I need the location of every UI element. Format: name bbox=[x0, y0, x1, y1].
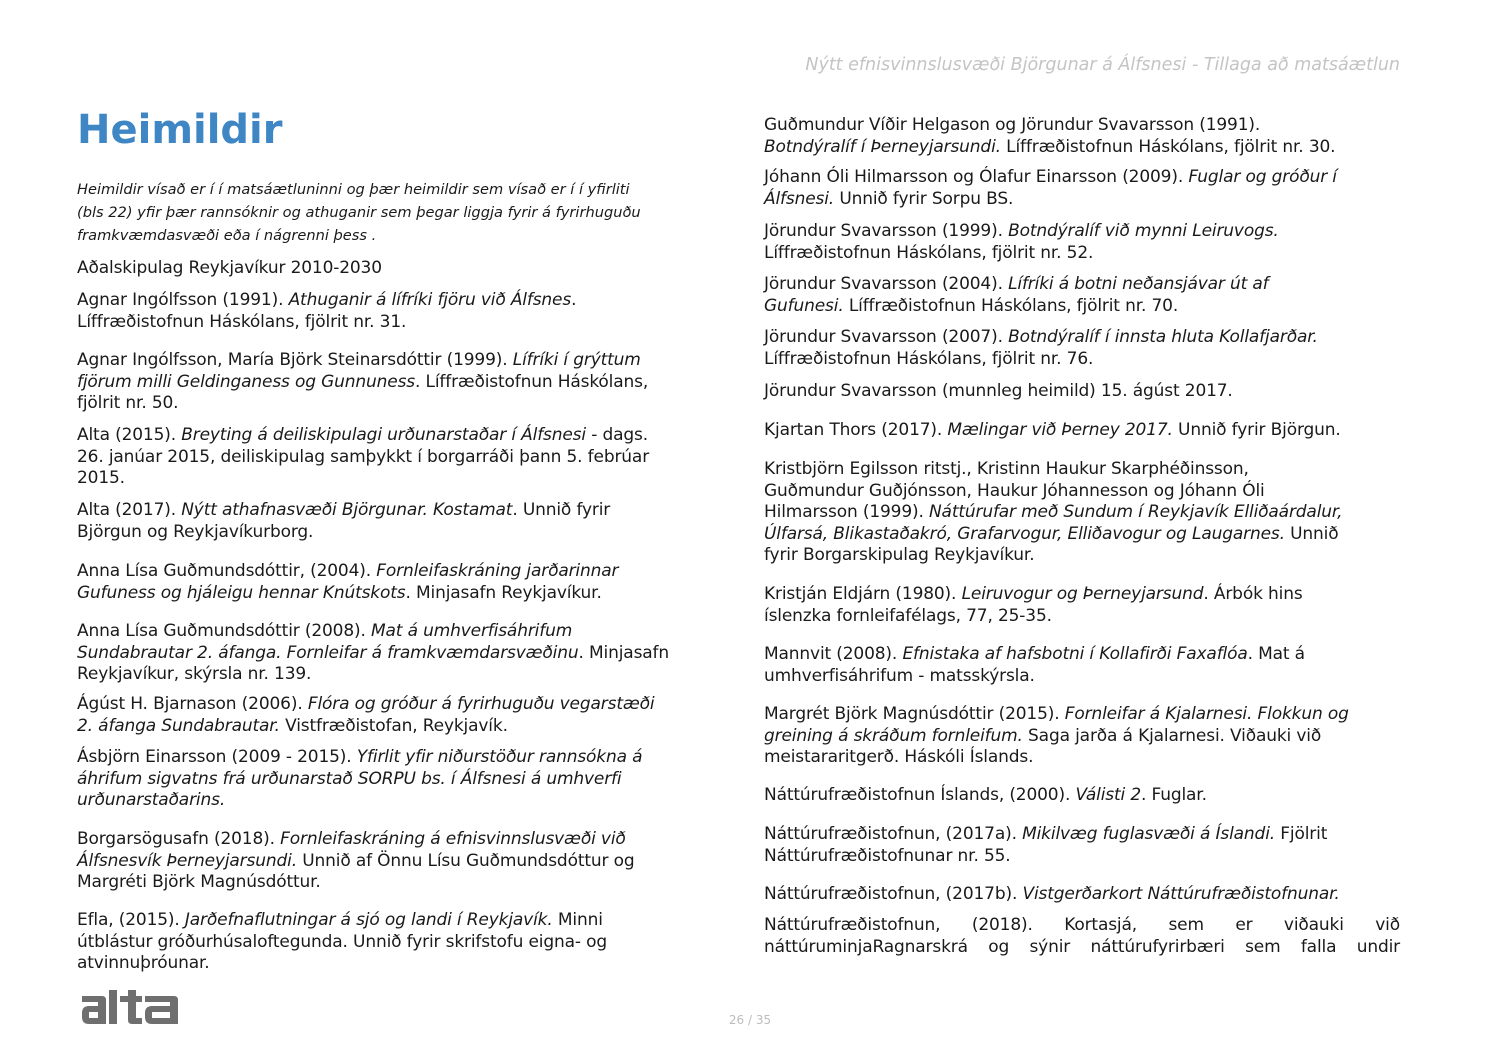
reference-text: Margrét Björk Magnúsdóttir (2015). bbox=[764, 704, 1065, 724]
reference-line bbox=[764, 481, 1342, 503]
reference-text: Náttúrufræðistofnun, (2017b). bbox=[764, 884, 1023, 904]
reference-line bbox=[77, 425, 649, 447]
reference-text: Guðmundur Víðir Helgason og Jörundur Svavarsson (1991). bbox=[764, 115, 1261, 135]
reference-title-italic: áhrifum sigvatns frá urðunarstað SORPU bs. í Álfsnesi á umhverfi bbox=[77, 768, 622, 789]
reference-title-italic: Úlfarsá, Blikastaðakró, Grafarvogur, Elliðavogur og Laugarnes. bbox=[764, 523, 1285, 544]
reference-text: Mannvit (2008). bbox=[764, 644, 903, 664]
reference-text: . Minjasafn Reykjavíkur. bbox=[405, 582, 602, 603]
reference-text: Jörundur Svavarsson (2007). bbox=[764, 327, 1009, 347]
reference-text: . Líffræðistofnun Háskólans, bbox=[415, 371, 649, 392]
reference-text: . bbox=[571, 290, 577, 310]
reference-line bbox=[77, 747, 642, 769]
reference-text: Alta (2017). bbox=[77, 500, 182, 520]
reference-entry bbox=[77, 290, 576, 333]
reference-line bbox=[77, 769, 642, 791]
reference-text: Náttúrufræðistofnun, (2018). Kortasjá, sem er viðauki við bbox=[764, 915, 1400, 935]
reference-title-italic: greining á skráðum fornleifum. bbox=[764, 725, 1023, 746]
reference-entry bbox=[764, 824, 1327, 867]
reference-line bbox=[77, 621, 669, 643]
reference-title-italic: Lífríki á botni neðansjávar út af bbox=[1008, 274, 1269, 294]
reference-entry bbox=[77, 621, 669, 686]
reference-line bbox=[77, 716, 654, 738]
reference-entry bbox=[764, 115, 1335, 158]
reference-line bbox=[764, 381, 1233, 403]
reference-text: Björgun og Reykjavíkurborg. bbox=[77, 521, 314, 542]
reference-text: Jörundur Svavarsson (2004). bbox=[764, 274, 1009, 294]
reference-line bbox=[764, 846, 1327, 868]
reference-text: Hilmarsson (1999). bbox=[764, 502, 929, 522]
reference-text: náttúruminjaRagnarskrá og sýnir náttúrufyrirbæri sem falla undir bbox=[764, 936, 1400, 957]
reference-text: Líffræðistofnun Háskólans, fjölrit nr. 70. bbox=[843, 295, 1179, 316]
reference-text: Ásbjörn Einarsson (2009 - 2015). bbox=[77, 747, 357, 767]
reference-text: Guðmundur Guðjónsson, Haukur Jóhannesson og Jóhann Óli bbox=[764, 480, 1265, 501]
reference-entry bbox=[764, 327, 1318, 370]
reference-line bbox=[764, 167, 1337, 189]
reference-text: fyrir Borgarskipulag Reykjavíkur. bbox=[764, 545, 1035, 565]
reference-text: . Mat á bbox=[1247, 644, 1305, 664]
reference-line bbox=[77, 643, 669, 665]
reference-entry bbox=[764, 704, 1349, 769]
reference-line bbox=[764, 274, 1269, 296]
reference-line bbox=[764, 937, 1400, 959]
reference-entry bbox=[764, 915, 1400, 958]
reference-title-italic: Sundabrautar 2. áfanga. Fornleifar á framkvæmdarsvæðinu bbox=[77, 642, 579, 663]
reference-line bbox=[77, 561, 618, 583]
reference-text: Saga jarða á Kjalarnesi. Viðauki við bbox=[1022, 725, 1322, 746]
reference-text: Borgarsögusafn (2018). bbox=[77, 829, 281, 849]
intro-line: (bls 22) yfir þær rannsóknir og athuganir sem þegar liggja fyrir á fyrirhuguðu bbox=[77, 204, 641, 221]
reference-title-italic: Álfsnesvík Þerneyjarsundi. bbox=[77, 850, 297, 871]
page-title: Heimildir bbox=[77, 107, 283, 153]
reference-entry bbox=[77, 425, 649, 490]
reference-line bbox=[764, 327, 1318, 349]
reference-text: 26. janúar 2015, deiliskipulag samþykkt í borgarráði þann 5. febrúar bbox=[77, 446, 650, 467]
reference-text: umhverfisáhrifum - matsskýrsla. bbox=[764, 665, 1035, 686]
reference-text: atvinnuþróunar. bbox=[77, 953, 210, 973]
reference-entry bbox=[764, 785, 1207, 807]
reference-text: Líffræðistofnun Háskólans, fjölrit nr. 31. bbox=[77, 311, 407, 332]
reference-line bbox=[77, 790, 642, 812]
reference-line bbox=[764, 115, 1335, 137]
reference-title-italic: Mælingar við Þerney 2017. bbox=[947, 420, 1173, 440]
reference-line bbox=[764, 502, 1342, 524]
reference-line bbox=[764, 243, 1279, 265]
reference-entry bbox=[764, 221, 1279, 264]
reference-text: Alta (2015). bbox=[77, 425, 182, 445]
reference-text: . Fuglar. bbox=[1141, 785, 1207, 805]
reference-text: Unnið af Önnu Lísu Guðmundsdóttur og bbox=[296, 850, 635, 871]
reference-text: Vistfræðistofan, Reykjavík. bbox=[279, 715, 508, 736]
intro-line: framkvæmdasvæði eða í nágrenni þess . bbox=[77, 227, 377, 244]
reference-text: Aðalskipulag Reykjavíkur 2010-2030 bbox=[77, 258, 382, 278]
reference-text: Agnar Ingólfsson, María Björk Steinarsdóttir (1999). bbox=[77, 350, 513, 370]
reference-text: Ágúst H. Bjarnason (2006). bbox=[77, 694, 308, 714]
reference-entry bbox=[764, 584, 1303, 627]
reference-line bbox=[77, 910, 607, 932]
reference-text: Anna Lísa Guðmundsdóttir, (2004). bbox=[77, 561, 377, 581]
reference-line bbox=[77, 872, 634, 894]
reference-line bbox=[764, 747, 1349, 769]
reference-text: íslenzka fornleifafélags, 77, 25-35. bbox=[764, 605, 1052, 626]
reference-line bbox=[764, 785, 1207, 807]
reference-entry bbox=[77, 500, 610, 543]
reference-text: - dags. bbox=[585, 425, 648, 445]
reference-line bbox=[764, 349, 1318, 371]
reference-line bbox=[764, 221, 1279, 243]
reference-line bbox=[764, 545, 1342, 567]
reference-title-italic: Efnistaka af hafsbotni í Kollafirði Faxaflóa bbox=[902, 644, 1248, 664]
reference-title-italic: Yfirlit yfir niðurstöður rannsókna á bbox=[356, 747, 643, 767]
reference-text: Unnið fyrir Sorpu BS. bbox=[834, 188, 1014, 209]
reference-text: . Unnið fyrir bbox=[512, 500, 611, 520]
reference-line bbox=[77, 500, 610, 522]
reference-entry bbox=[77, 829, 634, 894]
reference-line bbox=[77, 851, 634, 873]
reference-text: meistararitgerð. Háskóli Íslands. bbox=[764, 747, 1034, 767]
reference-title-italic: Fornleifar á Kjalarnesi. Flokkun og bbox=[1064, 704, 1349, 724]
reference-entry bbox=[764, 884, 1340, 906]
reference-line bbox=[764, 606, 1303, 628]
reference-text: Jörundur Svavarsson (munnleg heimild) 15. ágúst 2017. bbox=[764, 381, 1233, 401]
reference-text: Agnar Ingólfsson (1991). bbox=[77, 290, 289, 310]
reference-entry bbox=[77, 350, 648, 415]
reference-title-italic: fjörum milli Geldinganess og Gunnuness bbox=[77, 371, 416, 392]
reference-text: Kristbjörn Egilsson ritstj., Kristinn Haukur Skarphéðinsson, bbox=[764, 459, 1249, 479]
running-header: Nýtt efnisvinnslusvæði Björgunar á Álfsnesi - Tillaga að matsáætlun bbox=[805, 55, 1400, 75]
reference-line bbox=[77, 447, 649, 469]
reference-text: Náttúrufræðistofnunar nr. 55. bbox=[764, 845, 1011, 866]
reference-title-italic: Nýtt athafnasvæði Björgunar. Kostamat bbox=[181, 500, 513, 520]
reference-title-italic: Náttúrufar með Sundum í Reykjavík Elliðaárdalur, bbox=[928, 502, 1343, 522]
reference-text: útblástur gróðurhúsaloftegunda. Unnið fyrir skrifstofu eigna- og bbox=[77, 931, 608, 952]
reference-entry bbox=[77, 747, 642, 812]
reference-line bbox=[77, 522, 610, 544]
reference-text: Líffræðistofnun Háskólans, fjölrit nr. 52. bbox=[764, 242, 1094, 263]
reference-entry bbox=[764, 420, 1341, 442]
reference-text: Reykjavíkur, skýrsla nr. 139. bbox=[77, 664, 312, 684]
reference-line bbox=[77, 290, 576, 312]
reference-text: Kjartan Thors (2017). bbox=[764, 420, 948, 440]
reference-line bbox=[764, 704, 1349, 726]
reference-title-italic: Athuganir á lífríki fjöru við Álfsnes bbox=[288, 290, 572, 310]
reference-title-italic: Jarðefnaflutningar á sjó og landi í Reykjavík. bbox=[184, 910, 553, 930]
reference-line bbox=[764, 644, 1305, 666]
reference-title-italic: Botndýralíf í innsta hluta Kollafjarðar. bbox=[1008, 327, 1318, 347]
reference-title-italic: Mikilvæg fuglasvæði á Íslandi. bbox=[1022, 824, 1276, 844]
reference-entry bbox=[764, 381, 1233, 403]
reference-title-italic: Fornleifaskráning jarðarinnar bbox=[376, 561, 619, 581]
reference-title-italic: Mat á umhverfisáhrifum bbox=[371, 621, 573, 641]
reference-title-italic: Breyting á deiliskipulagi urðunarstaðar í Álfsnesi bbox=[181, 425, 586, 445]
reference-title-italic: Válisti 2 bbox=[1075, 785, 1141, 805]
reference-text: . Minjasafn bbox=[578, 642, 669, 663]
reference-line bbox=[77, 468, 649, 490]
reference-title-italic: Gufuness og hjáleigu hennar Knútskots bbox=[77, 582, 406, 603]
reference-text: Minni bbox=[552, 910, 603, 930]
reference-line bbox=[77, 829, 634, 851]
reference-line bbox=[764, 459, 1342, 481]
reference-line bbox=[764, 915, 1400, 937]
reference-entry bbox=[77, 910, 607, 975]
reference-text: Jóhann Óli Hilmarsson og Ólafur Einarsson (2009). bbox=[764, 167, 1189, 187]
reference-line bbox=[77, 664, 669, 686]
reference-entry bbox=[764, 459, 1342, 567]
reference-entry bbox=[77, 694, 654, 737]
page-number: 26 / 35 bbox=[728, 1013, 772, 1027]
reference-line bbox=[77, 393, 648, 415]
reference-line bbox=[77, 694, 654, 716]
reference-title-italic: 2. áfanga Sundabrautar. bbox=[77, 715, 280, 736]
reference-line bbox=[77, 312, 576, 334]
reference-text: . Árbók hins bbox=[1203, 584, 1303, 604]
reference-title-italic: urðunarstaðarins. bbox=[77, 790, 226, 810]
reference-line bbox=[764, 296, 1269, 318]
reference-title-italic: Vistgerðarkort Náttúrufræðistofnunar. bbox=[1022, 884, 1340, 904]
reference-line bbox=[764, 524, 1342, 546]
reference-line bbox=[764, 420, 1341, 442]
reference-text: Líffræðistofnun Háskólans, fjölrit nr. 30. bbox=[1000, 136, 1336, 157]
reference-line bbox=[77, 953, 607, 975]
reference-entry bbox=[764, 167, 1337, 210]
intro-paragraph bbox=[77, 178, 717, 247]
reference-title-italic: Botndýralíf í Þerneyjarsundi. bbox=[764, 136, 1001, 157]
reference-text: Unnið fyrir Björgun. bbox=[1172, 420, 1341, 440]
reference-entry bbox=[77, 561, 618, 604]
reference-text: Jörundur Svavarsson (1999). bbox=[764, 221, 1009, 241]
reference-line bbox=[764, 137, 1335, 159]
reference-title-italic: Flóra og gróður á fyrirhuguðu vegarstæði bbox=[307, 694, 655, 714]
reference-title-italic: Gufunesi. bbox=[764, 295, 844, 316]
reference-text: Líffræðistofnun Háskólans, fjölrit nr. 76. bbox=[764, 348, 1094, 369]
reference-line bbox=[764, 584, 1303, 606]
reference-text: Fjölrit bbox=[1275, 824, 1328, 844]
reference-text: Unnið bbox=[1284, 523, 1339, 544]
reference-entry bbox=[764, 644, 1305, 687]
reference-line bbox=[77, 372, 648, 394]
reference-text: Margréti Björk Magnúsdóttur. bbox=[77, 872, 321, 892]
reference-title-italic: Fornleifaskráning á efnisvinnslusvæði við bbox=[280, 829, 626, 849]
reference-title-italic: Álfsnesi. bbox=[764, 188, 835, 209]
reference-text: Efla, (2015). bbox=[77, 910, 185, 930]
reference-text: Náttúrufræðistofnun Íslands, (2000). bbox=[764, 785, 1076, 805]
reference-line bbox=[764, 726, 1349, 748]
reference-line bbox=[764, 666, 1305, 688]
reference-line bbox=[764, 189, 1337, 211]
reference-line bbox=[77, 932, 607, 954]
reference-line bbox=[764, 884, 1340, 906]
intro-line: Heimildir vísað er í í matsáætluninni og þær heimildir sem vísað er í í yfirliti bbox=[77, 181, 630, 198]
reference-line bbox=[77, 258, 382, 280]
reference-entry bbox=[77, 258, 382, 280]
reference-title-italic: Fuglar og gróður í bbox=[1188, 167, 1337, 187]
reference-text: fjölrit nr. 50. bbox=[77, 393, 179, 413]
reference-text: Náttúrufræðistofnun, (2017a). bbox=[764, 824, 1023, 844]
reference-title-italic: Leiruvogur og Þerneyjarsund bbox=[961, 584, 1204, 604]
reference-title-italic: Lífríki í grýttum bbox=[512, 350, 641, 370]
reference-line bbox=[764, 824, 1327, 846]
reference-text: Anna Lísa Guðmundsdóttir (2008). bbox=[77, 621, 372, 641]
reference-text: 2015. bbox=[77, 468, 125, 488]
reference-entry bbox=[764, 274, 1269, 317]
reference-line bbox=[77, 583, 618, 605]
reference-line bbox=[77, 350, 648, 372]
reference-text: Kristján Eldjárn (1980). bbox=[764, 584, 962, 604]
reference-title-italic: Botndýralíf við mynni Leiruvogs. bbox=[1008, 221, 1279, 241]
